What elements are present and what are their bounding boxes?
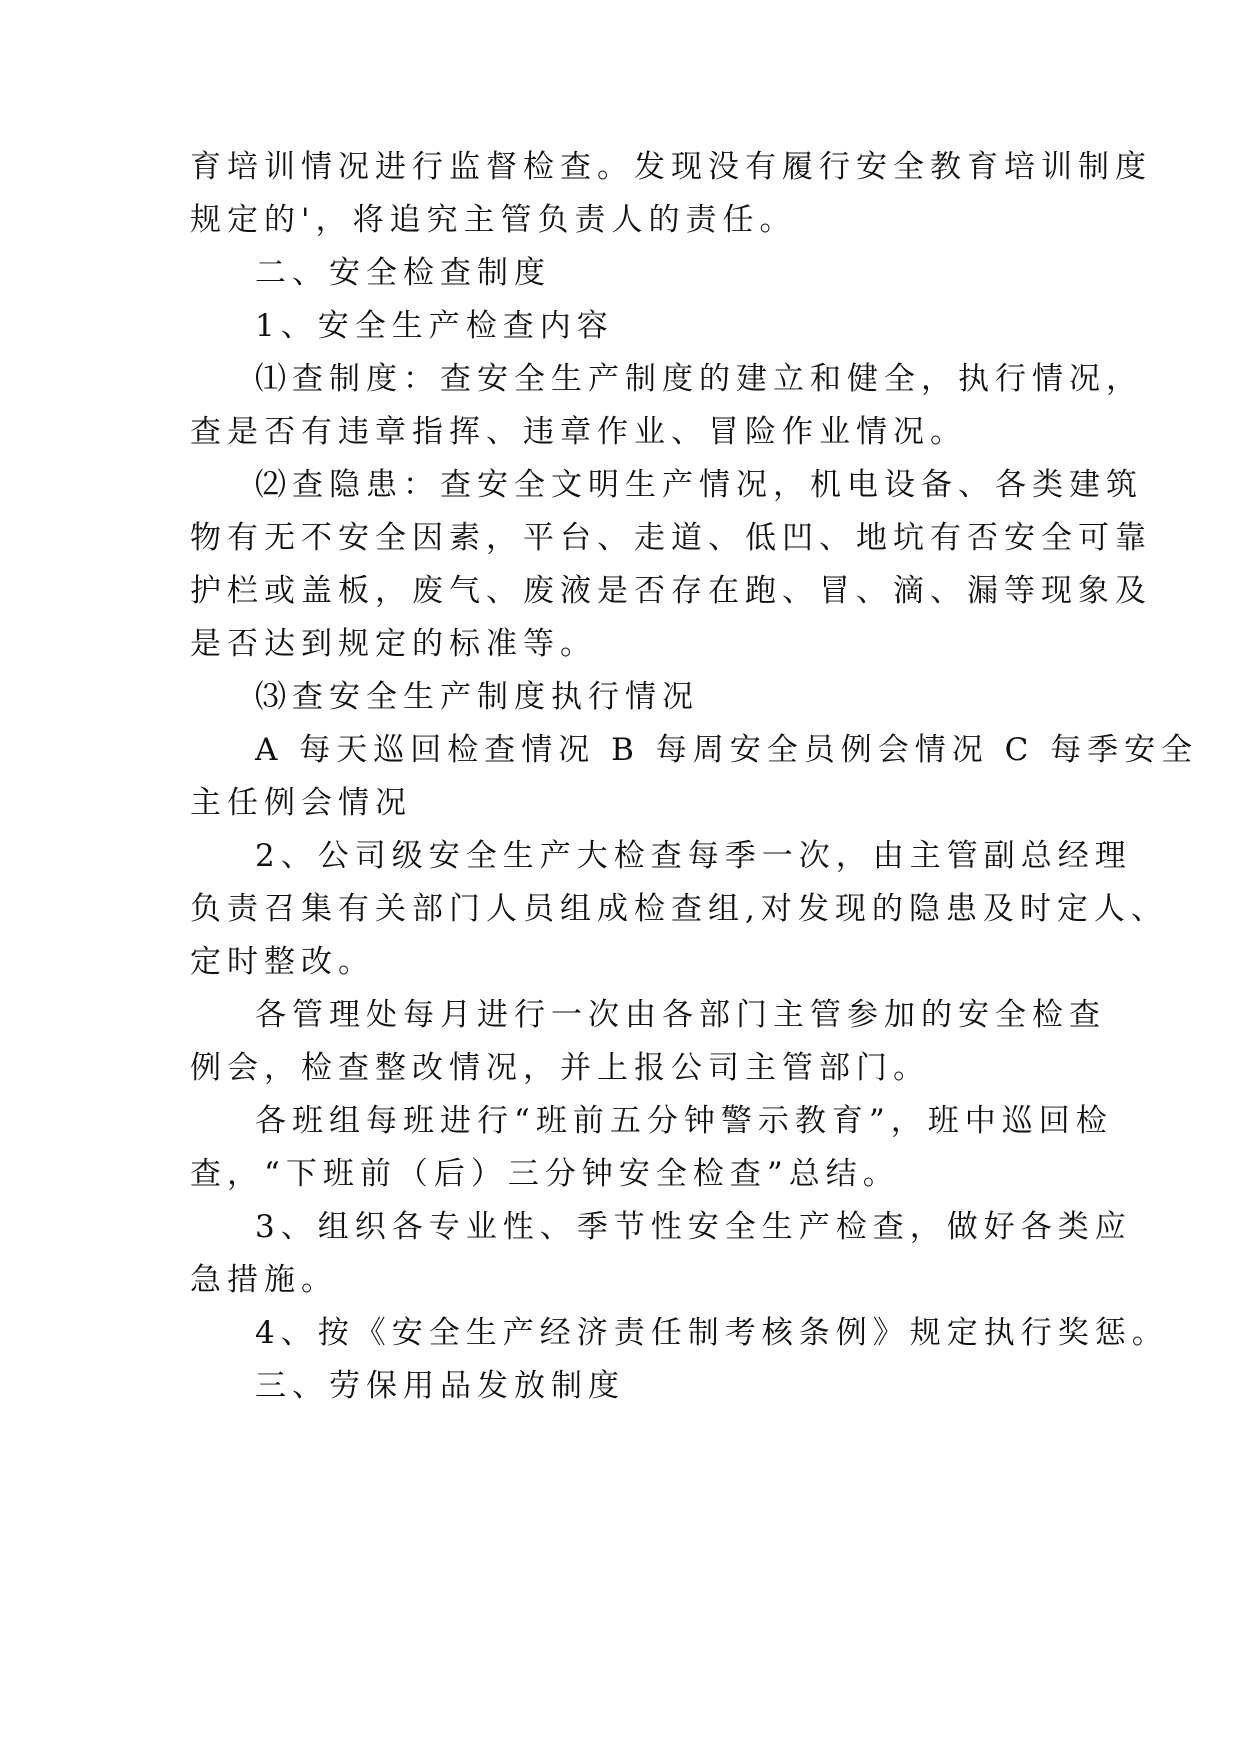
- text-line: 负责召集有关部门人员组成检查组,对发现的隐患及时定人、: [190, 891, 1168, 927]
- text-line: 定时整改。: [190, 944, 375, 980]
- text-line: 4、按《安全生产经济责任制考核条例》规定执行奖惩。: [255, 1315, 1169, 1351]
- text-line: 各管理处每月进行一次由各部门主管参加的安全检查: [255, 997, 1106, 1033]
- text-line: 育培训情况进行监督检查。发现没有履行安全教育培训制度: [190, 149, 1152, 185]
- text-line: 各班组每班进行“班前五分钟警示教育”，班中巡回检: [255, 1103, 1113, 1139]
- text-line: 查，“下班前（后）三分钟安全检查”总结。: [190, 1156, 900, 1192]
- text-line: 例会，检查整改情况，并上报公司主管部门。: [190, 1050, 930, 1086]
- text-line: 急措施。: [190, 1262, 338, 1298]
- text-line: 规定的'，将追究主管负责人的责任。: [190, 202, 797, 238]
- text-line: ⑶查安全生产制度执行情况: [255, 679, 699, 715]
- text-line: 主任例会情况: [190, 785, 412, 821]
- text-line: 查是否有违章指挥、违章作业、冒险作业情况。: [190, 414, 967, 450]
- text-line: 是否达到规定的标准等。: [190, 626, 597, 662]
- text-line: ⑴查制度：查安全生产制度的建立和健全，执行情况，: [255, 361, 1143, 397]
- subsection-heading: 1、安全生产检查内容: [255, 308, 614, 344]
- section-heading: 二、安全检查制度: [255, 255, 551, 291]
- text-line: A 每天巡回检查情况 B 每周安全员例会情况 C 每季安全: [255, 732, 1199, 768]
- text-line: 2、公司级安全生产大检查每季一次，由主管副总经理: [255, 838, 1132, 874]
- section-heading: 三、劳保用品发放制度: [255, 1368, 625, 1404]
- text-line: ⑵查隐患：查安全文明生产情况，机电设备、各类建筑: [255, 467, 1143, 503]
- text-line: 护栏或盖板，废气、废液是否存在跑、冒、滴、漏等现象及: [190, 573, 1152, 609]
- text-line: 物有无不安全因素，平台、走道、低凹、地坑有否安全可靠: [190, 520, 1152, 556]
- text-line: 3、组织各专业性、季节性安全生产检查，做好各类应: [255, 1209, 1132, 1245]
